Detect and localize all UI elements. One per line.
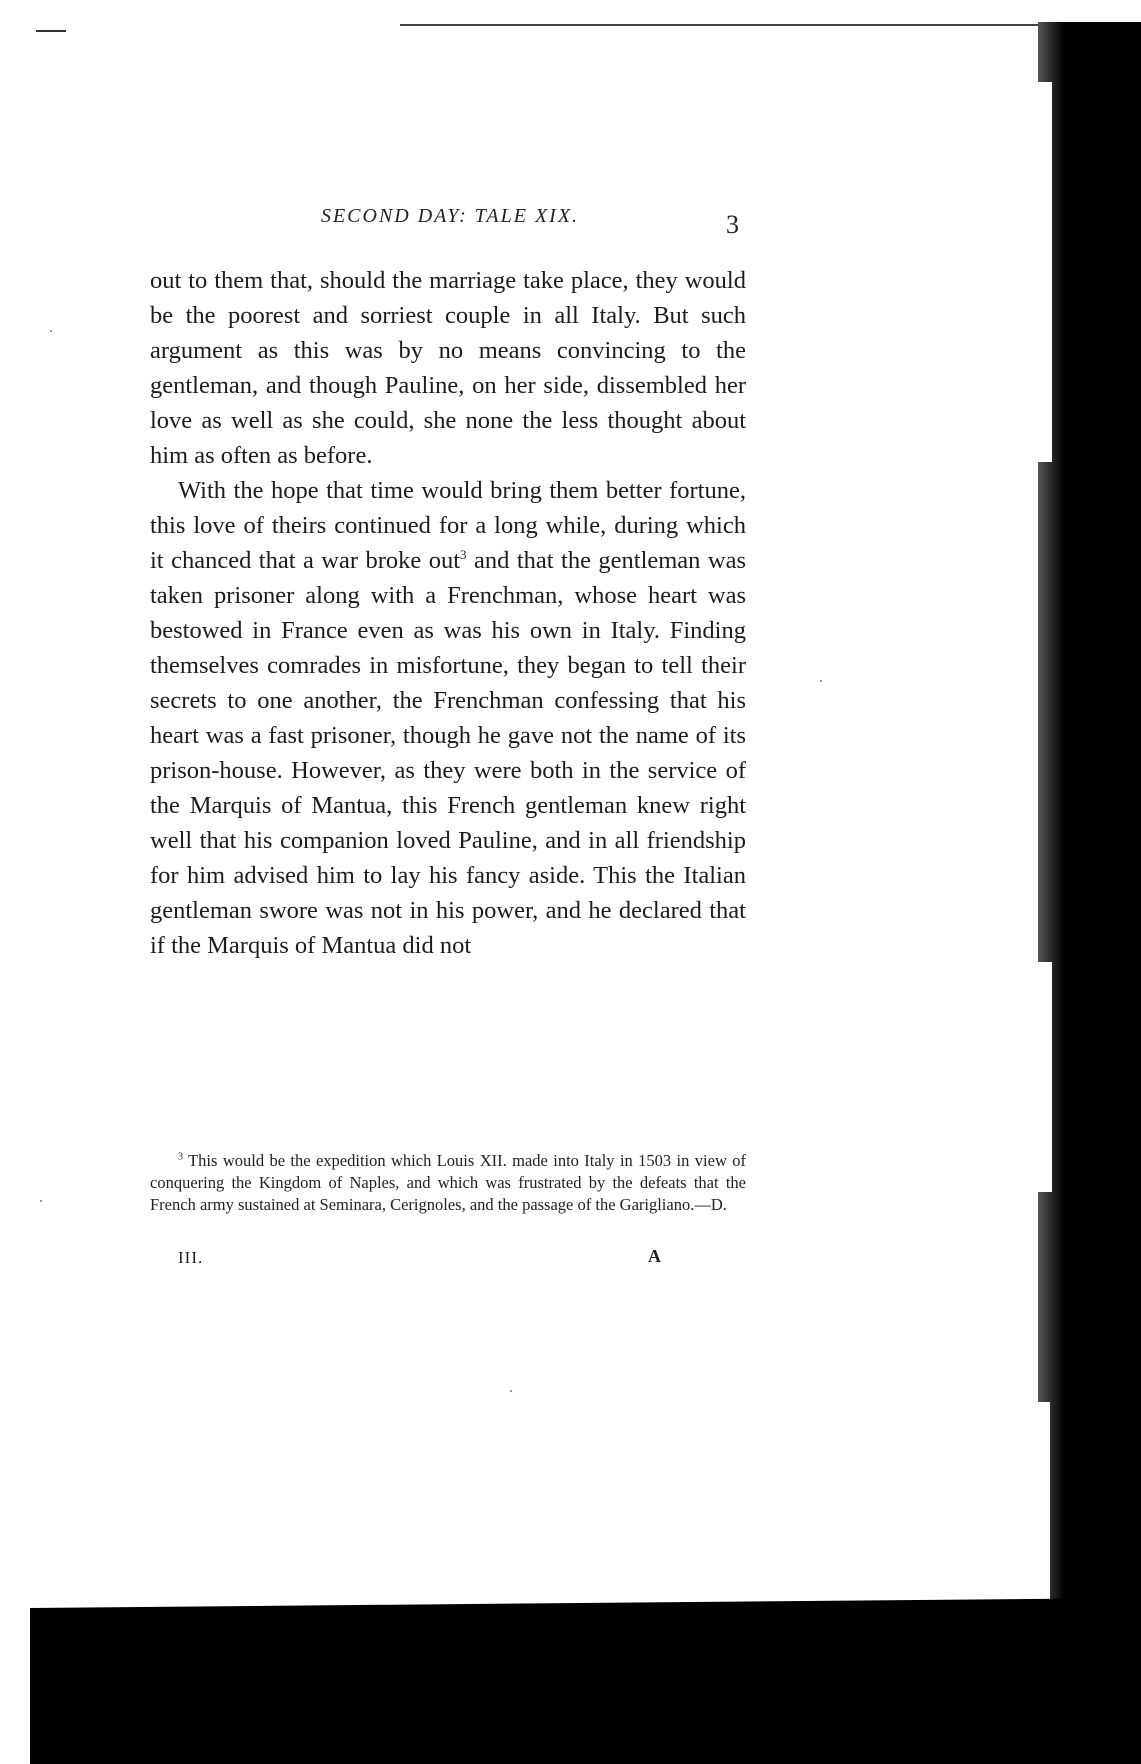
paragraph-text: and that the gentleman was taken prisoner along with a Frenchman, whose heart was bestowed in France even as was his own in Italy. Finding themselves comrades in misfortune, they began to tell their secrets to one another, the Frenchman confessing that his heart was a fast prisoner, though he gave not the name of its prison-house. However, as they were both in the service of the Marquis of Mantua, this French gentleman knew right well that his companion loved Pauline, and in all friendship for him advised him to lay his fancy aside. This the Italian gentleman swore was not in his power, and he declared that if the Marquis of Mantua did not — [150, 547, 746, 959]
volume-signature: III. — [178, 1248, 204, 1267]
paragraph: out to them that, should the marriage take place, they would be the poorest and sorriest couple in all Italy. But such argument as this was by no means convincing to the gentleman, and though Pauline, on her side, dissembled her love as well as she could, she none the less thought about him as often as before. — [150, 267, 746, 469]
footnote — [150, 1150, 746, 1216]
scan-speck — [820, 680, 822, 682]
scan-speck — [50, 330, 52, 332]
main-text — [150, 263, 746, 963]
scan-mark — [36, 30, 66, 32]
signature-mark: A — [648, 1246, 661, 1266]
footnote-text: This would be the expedition which Louis XII. made into Italy in 1503 in view of conquering the Kingdom of Naples, and which was frustrated by the defeats that the French army sustained at Seminara, Cerignoles, and the passage of the Garigliano.—D. — [150, 1151, 746, 1214]
paragraph-text: With the hope that time would bring them better fortune, this love of theirs continued for a long while, during which it chanced that a war broke out — [150, 477, 746, 574]
footnote-reference: 3 — [460, 546, 467, 562]
paragraph — [150, 473, 746, 963]
scan-speck — [510, 1390, 512, 1392]
running-header: SECOND DAY: TALE XIX. — [320, 205, 580, 227]
footnote-number: 3 — [178, 1151, 183, 1163]
page-top-edge — [400, 24, 1040, 26]
scan-speck — [40, 1200, 42, 1202]
page-number: 3 — [726, 210, 739, 239]
scan-shadow-right — [1038, 22, 1141, 1764]
scan-shadow-bottom — [30, 1598, 1141, 1764]
